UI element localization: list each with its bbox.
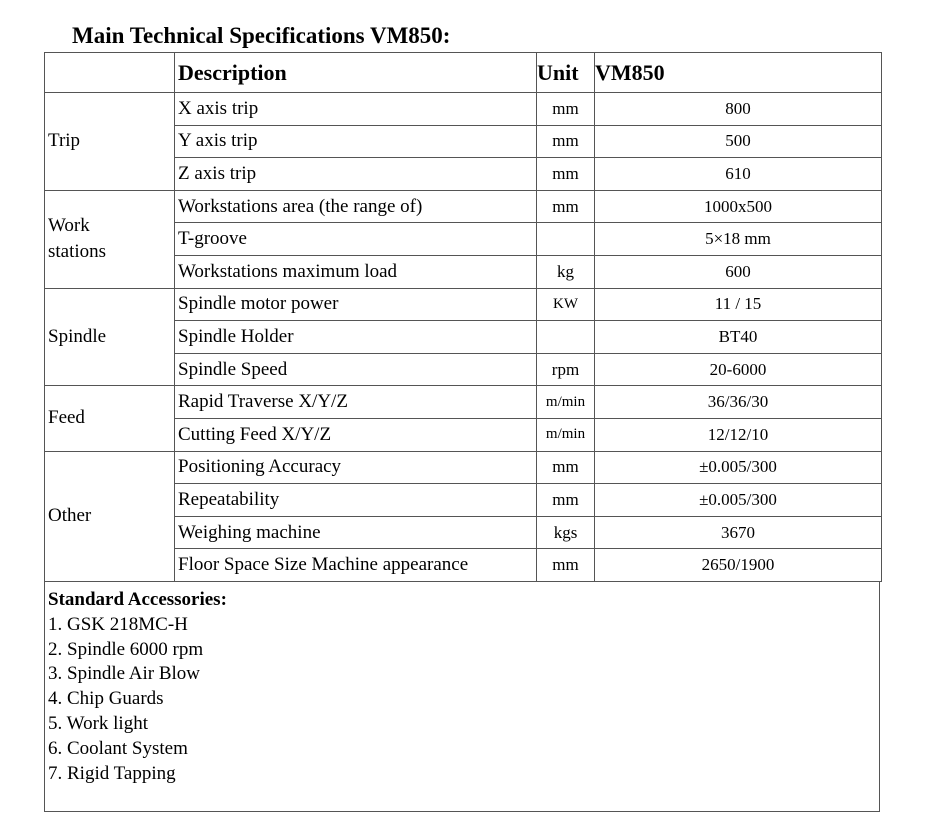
- accessory-item: 3. Spindle Air Blow: [48, 663, 201, 685]
- description-cell: Rapid Traverse X/Y/Z: [175, 386, 537, 419]
- accessory-item: 2. Spindle 6000 rpm: [48, 638, 204, 660]
- description-cell: Spindle Speed: [175, 353, 537, 386]
- accessory-item: 7. Rigid Tapping: [48, 762, 176, 784]
- description-cell: Spindle motor power: [175, 288, 537, 321]
- header-group: [45, 53, 175, 93]
- group-label: [45, 386, 175, 451]
- unit-cell: mm: [537, 93, 595, 126]
- accessories-list: [48, 613, 879, 787]
- header-unit: Unit: [537, 53, 595, 93]
- unit-cell: mm: [537, 125, 595, 158]
- unit-cell: mm: [537, 158, 595, 191]
- description-cell: Workstations area (the range of): [175, 190, 537, 223]
- description-cell: Floor Space Size Machine appearance: [175, 549, 537, 582]
- specifications-table: [44, 52, 882, 582]
- value-cell: 610: [595, 158, 882, 191]
- value-cell: ±0.005/300: [595, 451, 882, 484]
- value-cell: BT40: [595, 321, 882, 354]
- group-label-line: Work: [48, 215, 90, 237]
- value-cell: 5×18 mm: [595, 223, 882, 256]
- accessory-item: 4. Chip Guards: [48, 688, 164, 710]
- description-cell: Y axis trip: [175, 125, 537, 158]
- description-cell: Weighing machine: [175, 516, 537, 549]
- value-cell: 2650/1900: [595, 549, 882, 582]
- value-cell: 12/12/10: [595, 418, 882, 451]
- group-label: [45, 190, 175, 288]
- description-cell: T-groove: [175, 223, 537, 256]
- group-label: [45, 93, 175, 191]
- unit-cell: m/min: [537, 386, 595, 419]
- unit-cell: rpm: [537, 353, 595, 386]
- description-cell: Repeatability: [175, 484, 537, 517]
- unit-cell: [537, 223, 595, 256]
- value-cell: 20-6000: [595, 353, 882, 386]
- header-model: VM850: [595, 53, 882, 93]
- header-description: Description: [175, 53, 537, 93]
- accessory-item: 6. Coolant System: [48, 737, 188, 759]
- description-cell: Workstations maximum load: [175, 255, 537, 288]
- value-cell: ±0.005/300: [595, 484, 882, 517]
- table-body: [45, 93, 882, 582]
- page-title: Main Technical Specifications VM850:: [72, 23, 451, 48]
- table-row: [45, 190, 882, 223]
- value-cell: 800: [595, 93, 882, 126]
- standard-accessories: [44, 581, 880, 812]
- description-cell: X axis trip: [175, 93, 537, 126]
- unit-cell: mm: [537, 190, 595, 223]
- table-row: [45, 93, 882, 126]
- unit-cell: KW: [537, 288, 595, 321]
- unit-cell: m/min: [537, 418, 595, 451]
- unit-cell: mm: [537, 484, 595, 517]
- group-label-line: Other: [48, 505, 92, 527]
- accessory-item: 1. GSK 218MC-H: [48, 613, 188, 635]
- unit-cell: kg: [537, 255, 595, 288]
- table-header-row: [45, 53, 882, 93]
- table-row: [45, 451, 882, 484]
- value-cell: 1000x500: [595, 190, 882, 223]
- table-row: [45, 386, 882, 419]
- value-cell: 36/36/30: [595, 386, 882, 419]
- description-cell: Z axis trip: [175, 158, 537, 191]
- value-cell: 500: [595, 125, 882, 158]
- unit-cell: mm: [537, 549, 595, 582]
- group-label: [45, 451, 175, 581]
- accessories-title: Standard Accessories:: [48, 589, 227, 610]
- description-cell: Positioning Accuracy: [175, 451, 537, 484]
- group-label-line: Trip: [48, 130, 81, 152]
- group-label-line: stations: [48, 241, 107, 263]
- group-label-line: Spindle: [48, 325, 107, 347]
- table-row: [45, 288, 882, 321]
- unit-cell: [537, 321, 595, 354]
- accessory-item: 5. Work light: [48, 712, 148, 734]
- group-label: [45, 288, 175, 386]
- unit-cell: mm: [537, 451, 595, 484]
- value-cell: 11 / 15: [595, 288, 882, 321]
- value-cell: 3670: [595, 516, 882, 549]
- value-cell: 600: [595, 255, 882, 288]
- group-label-line: Feed: [48, 407, 85, 429]
- unit-cell: kgs: [537, 516, 595, 549]
- description-cell: Cutting Feed X/Y/Z: [175, 418, 537, 451]
- description-cell: Spindle Holder: [175, 321, 537, 354]
